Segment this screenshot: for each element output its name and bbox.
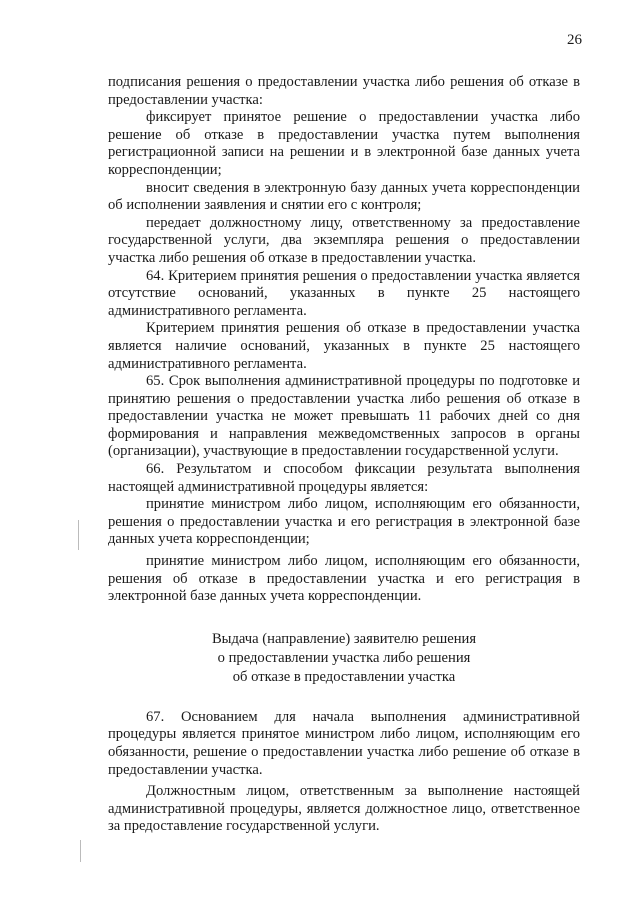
scan-artifact (78, 520, 79, 550)
paragraph-item-64: 64. Критерием принятия решения о предоставлении участка является отсутствие оснований, указанных в пункте 25 настоящего административного регламента. (108, 267, 580, 319)
paragraph-item-67: 67. Основанием для начала выполнения административной процедуры является принятое министром либо лицом, исполняющим его обязанности, решение о предоставлении участка либо решение об отказе в предоставлении участка. (108, 708, 580, 778)
paragraph: Критерием принятия решения об отказе в предоставлении участка является наличие оснований, указанных в пункте 25 настоящего административного регламента. (108, 320, 580, 372)
paragraph: принятие министром либо лицом, исполняющим его обязанности, решения об отказе в предоставлении участка и его регистрация в электронной базе данных учета корреспонденции. (108, 553, 580, 605)
paragraph: фиксирует принятое решение о предоставлении участка либо решение об отказе в предоставлении участка путем выполнения регистрационной записи на решении и в электронной базе данных учета корреспонденции; (108, 109, 580, 178)
section-heading-line: об отказе в предоставлении участка (232, 668, 456, 685)
paragraph: подписания решения о предоставлении участка либо решения об отказе в предоставлении участка: (108, 74, 580, 108)
paragraph-item-65: 65. Срок выполнения административной процедуры по подготовке и принятию решения о предоставлении участка либо решения об отказе в предоставлении участка не может превышать 11 рабочих дней со дня формирования и направления межведомственных запросов в органы (организации), участвующие в предоставлении государственной услуги. (108, 373, 580, 460)
paragraph: вносит сведения в электронную базу данных учета корреспонденции об исполнении заявления и снятии его с контроля; (108, 179, 580, 214)
paragraph: передает должностному лицу, ответственному за предоставление государственной услуги, два экземпляра решения о предоставлении участка либо решения об отказе в предоставлении участка. (108, 214, 580, 266)
document-body (108, 74, 580, 836)
scan-artifact (80, 840, 81, 862)
paragraph-item-66: 66. Результатом и способом фиксации результата выполнения настоящей административной процедуры является: (108, 461, 580, 495)
section-heading-line: о предоставлении участка либо решения (217, 649, 471, 666)
paragraph: принятие министром либо лицом, исполняющим его обязанности, решения о предоставлении участка и его регистрация в электронной базе данных учета корреспонденции; (108, 496, 580, 548)
page-number: 26 (567, 32, 582, 48)
paragraph: Должностным лицом, ответственным за выполнение настоящей административной процедуры, является должностное лицо, ответственное за предоставление государственной услуги. (108, 783, 580, 835)
section-heading (108, 630, 580, 687)
section-heading-line: Выдача (направление) заявителю решения (211, 630, 477, 647)
